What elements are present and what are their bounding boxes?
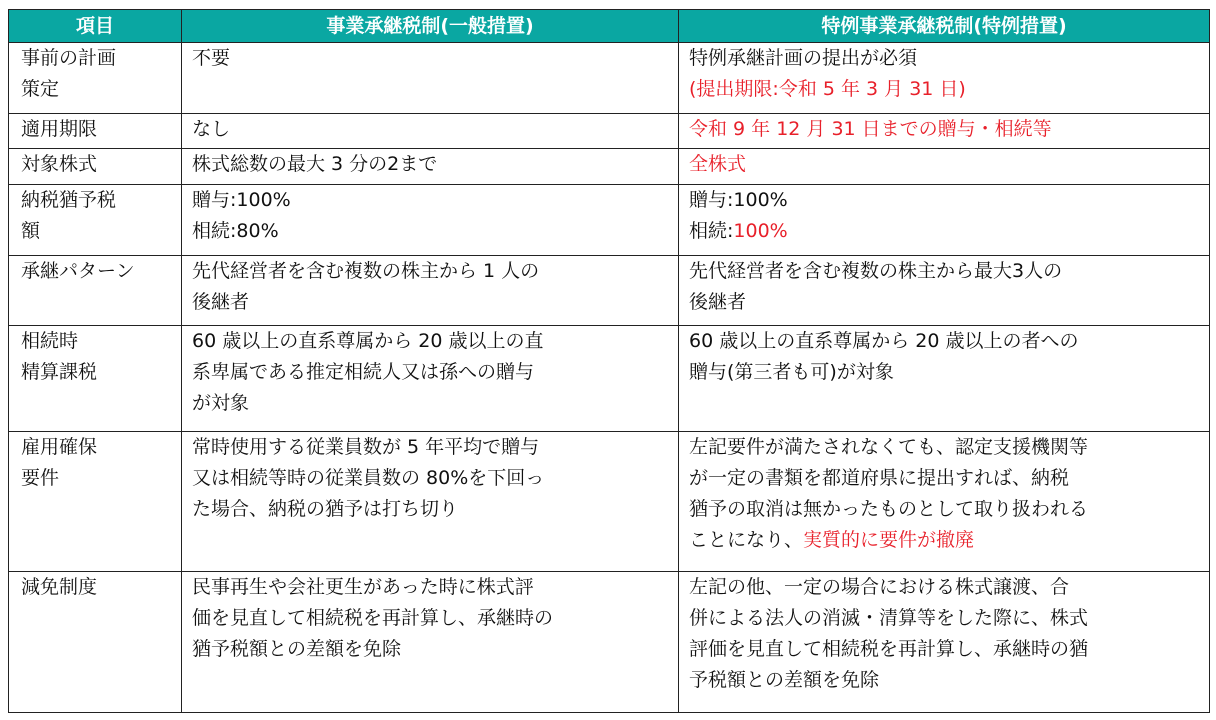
general-measure-line: 60 歳以上の直系尊属から 20 歳以上の直: [192, 330, 544, 353]
item-label-line: 事前の計画: [21, 47, 117, 69]
general-measure-line: 株式総数の最大 3 分の2まで: [192, 153, 438, 176]
general-measure-cell: [182, 326, 679, 431]
special-measure-line: [689, 74, 1199, 105]
general-measure-line: 先代経営者を含む複数の株主から 1 人の: [192, 259, 540, 282]
general-measure-line: 猶予税額との差額を免除: [192, 637, 402, 660]
special-measure-line: [689, 326, 1199, 357]
general-measure-line: 相続:80%: [192, 220, 279, 243]
special-measure-cell: [679, 149, 1210, 185]
special-measure-cell: [679, 43, 1210, 114]
item-label-line: 雇用確保: [21, 435, 98, 458]
special-measure-line: [689, 432, 1199, 463]
special-measure-line: [689, 634, 1199, 665]
emphasis-text: 令和 9 年 12 月 31 日までの贈与・相続等: [689, 117, 1052, 140]
general-measure-cell: [182, 149, 679, 185]
special-measure-line: [689, 665, 1199, 696]
special-measure-cell: [679, 113, 1210, 149]
special-measure-text: ことになり、: [689, 528, 804, 551]
special-measure-line: [689, 43, 1199, 74]
general-measure-cell: [182, 185, 679, 256]
item-label-line: 相続時: [21, 330, 79, 353]
special-measure-text: 贈与(第三者も可)が対象: [689, 361, 894, 384]
table-row: [9, 431, 1210, 571]
table-row: [9, 571, 1210, 712]
item-label-line: 精算課税: [21, 361, 98, 384]
item-label-line: 納税猶予税: [21, 189, 117, 212]
item-cell: [9, 113, 182, 149]
special-measure-line: [689, 357, 1199, 388]
header-item: 項目: [9, 10, 182, 43]
general-measure-cell: [182, 431, 679, 571]
table-row: [9, 113, 1210, 149]
special-measure-line: [689, 185, 1199, 216]
table-row: [9, 149, 1210, 185]
general-measure-line: 不要: [192, 47, 231, 69]
general-measure-line: 贈与:100%: [192, 189, 291, 212]
item-cell: [9, 571, 182, 712]
table-body: [9, 43, 1210, 713]
general-measure-cell: [182, 571, 679, 712]
special-measure-text: 併による法人の消滅・清算等をした際に、株式: [689, 606, 1089, 629]
special-measure-text: 左記要件が満たされなくても、認定支援機関等: [689, 435, 1089, 458]
header-general-measure: 事業承継税制(一般措置): [182, 10, 679, 43]
special-measure-line: [689, 463, 1199, 494]
emphasis-text: (提出期限:令和 5 年 3 月 31 日): [689, 78, 966, 100]
general-measure-line: た場合、納税の猶予は打ち切り: [192, 497, 459, 520]
special-measure-line: [689, 216, 1199, 247]
header-special-measure: 特例事業承継税制(特例措置): [679, 10, 1210, 43]
emphasis-text: 実質的に要件が撤廃: [803, 528, 975, 551]
general-measure-line: 価を見直して相続税を再計算し、承継時の: [192, 606, 554, 629]
general-measure-line: 又は相続等時の従業員数の 80%を下回っ: [192, 466, 545, 489]
special-measure-text: 相続:: [689, 220, 734, 243]
special-measure-line: [689, 603, 1199, 634]
special-measure-text: 予税額との差額を免除: [689, 668, 880, 691]
item-label-line: 適用期限: [21, 117, 98, 140]
general-measure-line: 系卑属である推定相続人又は孫への贈与: [192, 361, 535, 384]
item-cell: [9, 431, 182, 571]
emphasis-text: 全株式: [689, 153, 747, 176]
special-measure-text: 特例承継計画の提出が必須: [689, 47, 918, 69]
item-label-line: 減免制度: [21, 575, 98, 598]
special-measure-line: [689, 494, 1199, 525]
item-cell: [9, 255, 182, 326]
item-cell: [9, 185, 182, 256]
table-row: [9, 185, 1210, 256]
general-measure-line: が対象: [192, 392, 250, 415]
item-cell: [9, 149, 182, 185]
emphasis-text: 100%: [733, 220, 788, 243]
general-measure-line: 民事再生や会社更生があった時に株式評: [192, 575, 534, 598]
table-row: [9, 43, 1210, 114]
item-cell: [9, 43, 182, 114]
general-measure-cell: [182, 255, 679, 326]
special-measure-text: 60 歳以上の直系尊属から 20 歳以上の者への: [689, 330, 1079, 353]
general-measure-line: なし: [192, 117, 231, 140]
special-measure-line: [689, 572, 1199, 603]
special-measure-line: [689, 114, 1199, 145]
special-measure-line: [689, 287, 1199, 318]
header-row: [9, 10, 1210, 43]
item-label-line: 要件: [21, 466, 60, 489]
general-measure-line: 常時使用する従業員数が 5 年平均で贈与: [192, 435, 540, 458]
special-measure-text: が一定の書類を都道府県に提出すれば、納税: [689, 466, 1070, 489]
general-measure-line: 後継者: [192, 290, 250, 313]
item-cell: [9, 326, 182, 431]
special-measure-cell: [679, 431, 1210, 571]
general-measure-cell: [182, 43, 679, 114]
special-measure-text: 左記の他、一定の場合における株式譲渡、合: [689, 575, 1070, 598]
item-label-line: 承継パターン: [21, 259, 135, 282]
special-measure-text: 先代経営者を含む複数の株主から最大3人の: [689, 259, 1063, 282]
item-label-line: 策定: [21, 78, 60, 100]
item-label-line: 対象株式: [21, 153, 98, 176]
comparison-table: [8, 9, 1210, 713]
special-measure-text: 贈与:100%: [689, 189, 788, 212]
table-row: [9, 326, 1210, 431]
special-measure-line: [689, 256, 1199, 287]
special-measure-line: [689, 149, 1199, 180]
table-row: [9, 255, 1210, 326]
special-measure-text: 後継者: [689, 290, 747, 313]
special-measure-text: 猶予の取消は無かったものとして取り扱われる: [689, 497, 1089, 520]
special-measure-cell: [679, 185, 1210, 256]
special-measure-cell: [679, 255, 1210, 326]
general-measure-cell: [182, 113, 679, 149]
special-measure-line: [689, 525, 1199, 556]
special-measure-cell: [679, 571, 1210, 712]
special-measure-cell: [679, 326, 1210, 431]
special-measure-text: 評価を見直して相続税を再計算し、承継時の猶: [689, 637, 1089, 660]
item-label-line: 額: [21, 220, 41, 243]
